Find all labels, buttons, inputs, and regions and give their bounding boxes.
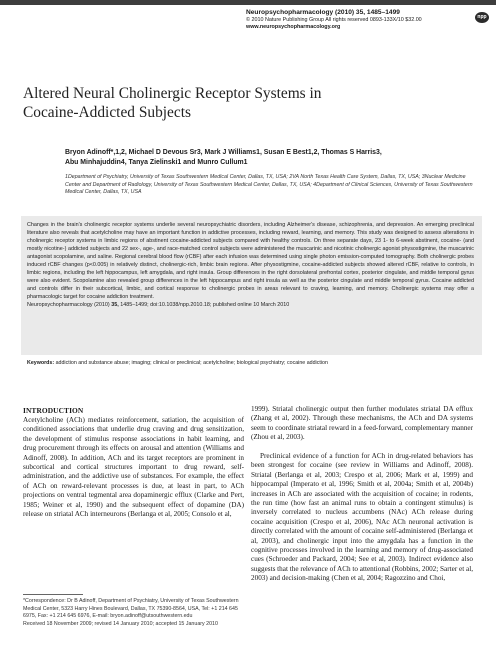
affiliations: 1Department of Psychiatry, University of Texas Southwestern Medical Center, Dallas, TX, USA; 2VA North Texas Health Care System, Dallas, TX, USA; 3Nuclear Medicine Center and Department of Radiology, University of Texas Southwestern Medical Center, Dallas, TX, USA; 4Department of Clinical Sciences, University of Texas Southwestern Medical Center, Dallas, TX, USA xyxy=(65,174,473,196)
section-heading-introduction: INTRODUCTION xyxy=(23,406,84,415)
keywords xyxy=(27,360,482,368)
introduction-right-column-top: 1999). Striatal cholinergic output then further modulates striatal DA efflux (Zhang et al, 2002). Through these mechanisms, the ACh and DA systems seem to coordinate striatal reward in a feed-forward, complementary manner (Zhou et al, 2003). xyxy=(251,405,473,442)
footnote-divider xyxy=(23,594,83,595)
title-line-2: Cocaine-Addicted Subjects xyxy=(23,104,191,121)
journal-url[interactable]: www.neuropsychopharmacology.org xyxy=(246,24,341,31)
title-line-1: Altered Neural Cholinergic Receptor Systems in xyxy=(23,85,322,102)
journal-header xyxy=(246,9,472,32)
copyright-line: © 2010 Nature Publishing Group All rights reserved 0893-133X/10 $32.00 xyxy=(246,17,422,23)
keywords-label: Keywords: xyxy=(27,360,55,366)
correspondence-footnote xyxy=(23,598,245,628)
introduction-left-column: Acetylcholine (ACh) mediates reinforcement, satiation, the acquisition of conditioned associations that underlie drug craving and drug sensitization, the development of stimulus response associations in habit learning, and drug procurement through its effects on arousal and attention (Williams and Adinoff, 2008). In addition, ACh and its target receptors are prominent in subcortical and cortical structures important to drug reward, self-administration, and the addictive use of substances. For example, the effect of ACh on reward-relevant processes is due, at least in part, to ACh projections on ventral tegmental area dopaminergic efflux (Clarke and Pert, 1985; Weiner et al, 1990) and the subsequent effect of dopamine (DA) release on striatal ACh interneurons (Berlanga et al, 2005; Consolo et al, xyxy=(23,416,244,519)
received-dates: Received 18 November 2009; revised 14 January 2010; accepted 15 January 2010 xyxy=(23,620,218,627)
introduction-right-column-bottom: Preclinical evidence of a function for ACh in drug-related behaviors has been strongest for cocaine (see review in Williams and Adinoff, 2008). Striatal (Berlanga et al, 2003; Crespo et al, 2006; Mark et al, 1999) and hippocampal (Imperato et al, 1996; Smith et al, 2004a; Smith et al, 2004b) increases in ACh are associated with the acquisition of cocaine; in rodents, the run time (how fast an animal runs to obtain a contingent stimulus) is inversely correlated to nucleus accumbens (NAc) ACh release during cocaine acquisition (Crespo et al, 2006), NAc ACh neuronal activation is directly correlated with the amount of cocaine self-administered (Berlanga et al, 2003), and cholinergic input into the amygdala has a function in the cognitive processes involved in the learning and memory of drug-associated cues (Schroeder and Packard, 2004; See et al, 2003). Indirect evidence also suggests that the relevance of ACh to attentional (Robbins, 2002; Sarter et al, 2003) and decision-making (Chen et al, 2004; Ragozzino and Choi, xyxy=(251,452,473,583)
article-title xyxy=(23,84,473,122)
abstract xyxy=(27,222,474,309)
authors-line-1: Bryon Adinoff*,1,2, Michael D Devous Sr3, Mark J Williams1, Susan E Best1,2, Thomas S Harris3, xyxy=(65,149,382,156)
authors-line-2: Abu Minhajuddin4, Tanya Zielinski1 and Munro Cullum1 xyxy=(65,159,248,167)
keywords-list: addiction and substance abuse; imaging; clinical or preclinical; acetylcholine; biological psychiatry; cocaine addiction xyxy=(54,360,328,366)
journal-citation: Neuropsychopharmacology (2010) 35, 1485–1499 xyxy=(246,9,400,16)
npp-logo-icon: npp xyxy=(475,12,489,23)
correspondence-text: *Correspondence: Dr B Adinoff, Department of Psychiatry, University of Texas Southwestern Medical Center, 5323 Harry Hines Boulevard, Dallas, TX 75390-8564, USA, Tel: +1 214 645 6975, Fax: +1 214 645 6976, E-mail: bryon.adinoff@utsouthwestern.edu xyxy=(23,598,239,619)
abstract-body: Changes in the brain's cholinergic receptor systems underlie several neuropsychiatric disorders, including Alzheimer's disease, schizophrenia, and depression. An emerging preclinical literature also reveals that acetylcholine may have an important function in addictive processes, including reward, learning, and memory. This study was designed to assess alterations in cholinergic receptor systems in limbic regions of abstinent cocaine-addicted subjects compared with healthy controls. On three separate days, 23 1- to 6-week abstinent, cocaine- (and mostly nicotine-) addicted subjects and 22 sex-, age-, and race-matched control subjects were administered the muscarinic and nicotinic cholinergic agonist physostigmine, the muscarinic antagonist scopolamine, and saline. Regional cerebral blood flow (rCBF) after each infusion was determined using single photon emission-computed tomography. Both cholinergic probes induced rCBF changes (p<0.005) in relatively distinct, cholinergic-rich, limbic brain regions. After physostigmine, cocaine-addicted subjects showed altered rCBF, relative to controls, in limbic regions, including the left hippocampus, left amygdala, and right insula. Group differences in the right dorsolateral prefrontal cortex, posterior cingulate, and middle temporal gyrus were also evident. Scopolamine also revealed group differences in the left hippocampus and right insula as well as the posterior cingulate and middle temporal gyrus. Cocaine addicted and controls differ in their subcortical, limbic, and cortical response to cholinergic probes in areas relevant to craving, learning, and memory. Cholinergic systems may offer a pharmacologic target for cocaine addiction treatment. xyxy=(27,222,474,300)
top-rule xyxy=(0,0,496,5)
abstract-citation-suffix: 1485–1499; doi:10.1038/npp.2010.18; published online 10 March 2010 xyxy=(118,301,290,308)
abstract-citation-prefix: Neuropsychopharmacology (2010) xyxy=(27,301,112,308)
author-list xyxy=(65,148,475,169)
abstract-citation-volume: 35, xyxy=(111,301,119,308)
